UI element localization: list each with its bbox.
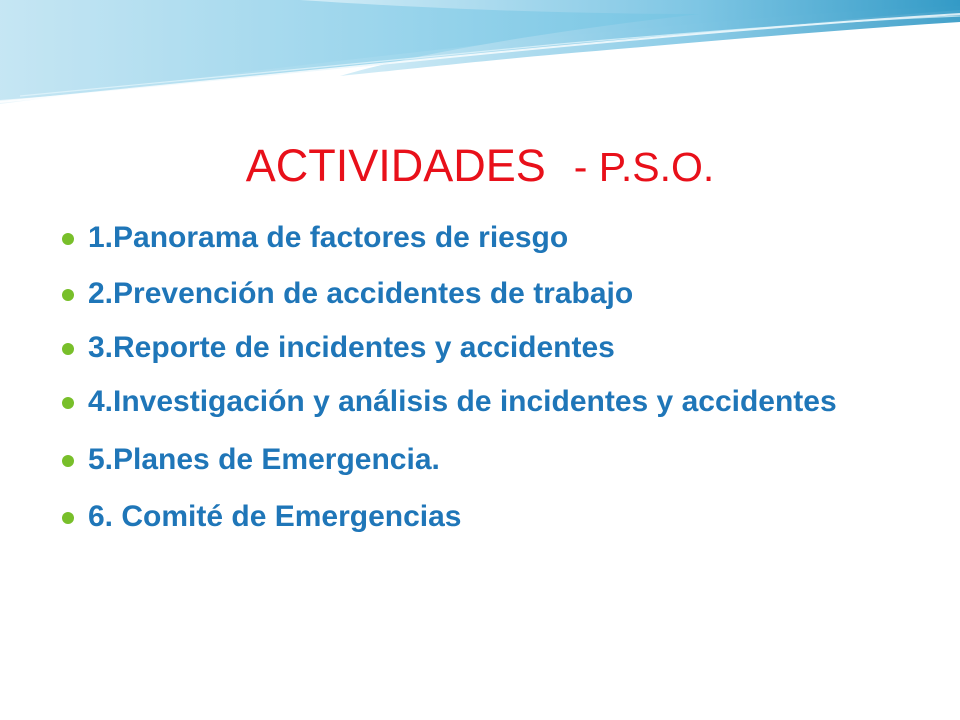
- list-item-text: 5.Planes de Emergencia.: [88, 443, 440, 476]
- list-item: [62, 220, 942, 256]
- activity-list: [62, 208, 942, 535]
- list-item-text: 3.Reporte de incidentes y accidentes: [88, 331, 615, 364]
- green-dot-icon: [62, 343, 74, 355]
- list-item: [62, 330, 942, 366]
- list-item-text: 2.Prevención de accidentes de trabajo: [88, 277, 634, 310]
- list-item: [62, 499, 942, 535]
- list-item: [62, 384, 942, 420]
- header-wave-decoration: [0, 0, 960, 130]
- list-item-text: 4.Investigación y análisis de incidentes y accidentes: [88, 385, 837, 418]
- slide-title-subtitle: - P.S.O.: [573, 144, 715, 190]
- green-dot-icon: [62, 455, 74, 467]
- list-item: [62, 276, 942, 312]
- list-item-text: 1.Panorama de factores de riesgo: [88, 221, 569, 254]
- list-item: [62, 442, 942, 478]
- green-dot-icon: [62, 512, 74, 524]
- slide-title-main: ACTIVIDADES: [245, 140, 546, 191]
- list-item-text: 6. Comité de Emergencias: [88, 500, 462, 533]
- green-dot-icon: [62, 397, 74, 409]
- green-dot-icon: [62, 233, 74, 245]
- slide-title: [0, 138, 960, 195]
- green-dot-icon: [62, 289, 74, 301]
